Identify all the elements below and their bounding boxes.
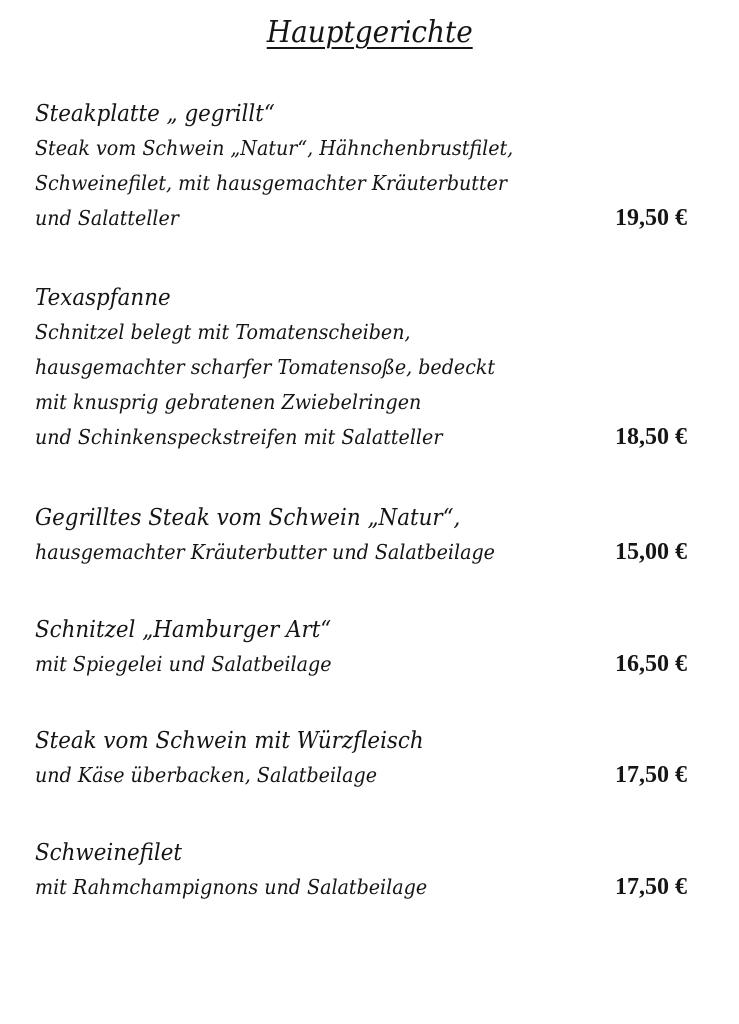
page-title-text: Hauptgerichte	[266, 15, 473, 50]
dish-name: Texaspfanne	[35, 285, 171, 311]
dish-name: Schweinefilet	[35, 840, 183, 866]
dish-description-line: Schweinefilet, mit hausgemachter Kräuterbutter	[35, 171, 508, 195]
menu-item-schweinefilet	[35, 835, 695, 905]
dish-description-line: Schnitzel belegt mit Tomatenscheiben,	[35, 320, 411, 344]
dish-name: Schnitzel „Hamburger Art“	[35, 617, 332, 643]
dish-price: 18,50 €	[615, 424, 687, 450]
menu-item-steakplatte	[35, 96, 695, 236]
menu-item-texaspfanne	[35, 280, 695, 455]
dish-description-line: und Käse überbacken, Salatbeilage	[35, 763, 378, 787]
dish-price: 16,50 €	[615, 651, 687, 677]
dish-description-line: mit Spiegelei und Salatbeilage	[35, 652, 332, 676]
dish-description-line: Steak vom Schwein „Natur“, Hähnchenbrustfilet,	[35, 136, 514, 160]
dish-price: 17,50 €	[615, 762, 687, 788]
dish-description-line: und Salatteller	[35, 206, 179, 230]
dish-description-line: mit Rahmchampignons und Salatbeilage	[35, 875, 428, 899]
menu-item-steak-wuerzfleisch	[35, 723, 695, 793]
page-title	[0, 12, 739, 54]
dish-price: 15,00 €	[615, 539, 687, 565]
menu-item-schnitzel-hamburger	[35, 612, 695, 682]
dish-description-line: hausgemachter Kräuterbutter und Salatbeilage	[35, 540, 495, 564]
menu-item-gegrilltes-steak	[35, 500, 695, 570]
dish-name: Gegrilltes Steak vom Schwein „Natur“,	[35, 505, 461, 531]
dish-description-line: hausgemachter scharfer Tomatensoße, bedeckt	[35, 355, 496, 379]
dish-name: Steak vom Schwein mit Würzfleisch	[35, 728, 424, 754]
dish-price: 17,50 €	[615, 874, 687, 900]
dish-price: 19,50 €	[615, 205, 687, 231]
dish-description-line: und Schinkenspeckstreifen mit Salatteller	[35, 425, 443, 449]
dish-name: Steakplatte „ gegrillt“	[35, 101, 275, 127]
dish-description-line: mit knusprig gebratenen Zwiebelringen	[35, 390, 422, 414]
